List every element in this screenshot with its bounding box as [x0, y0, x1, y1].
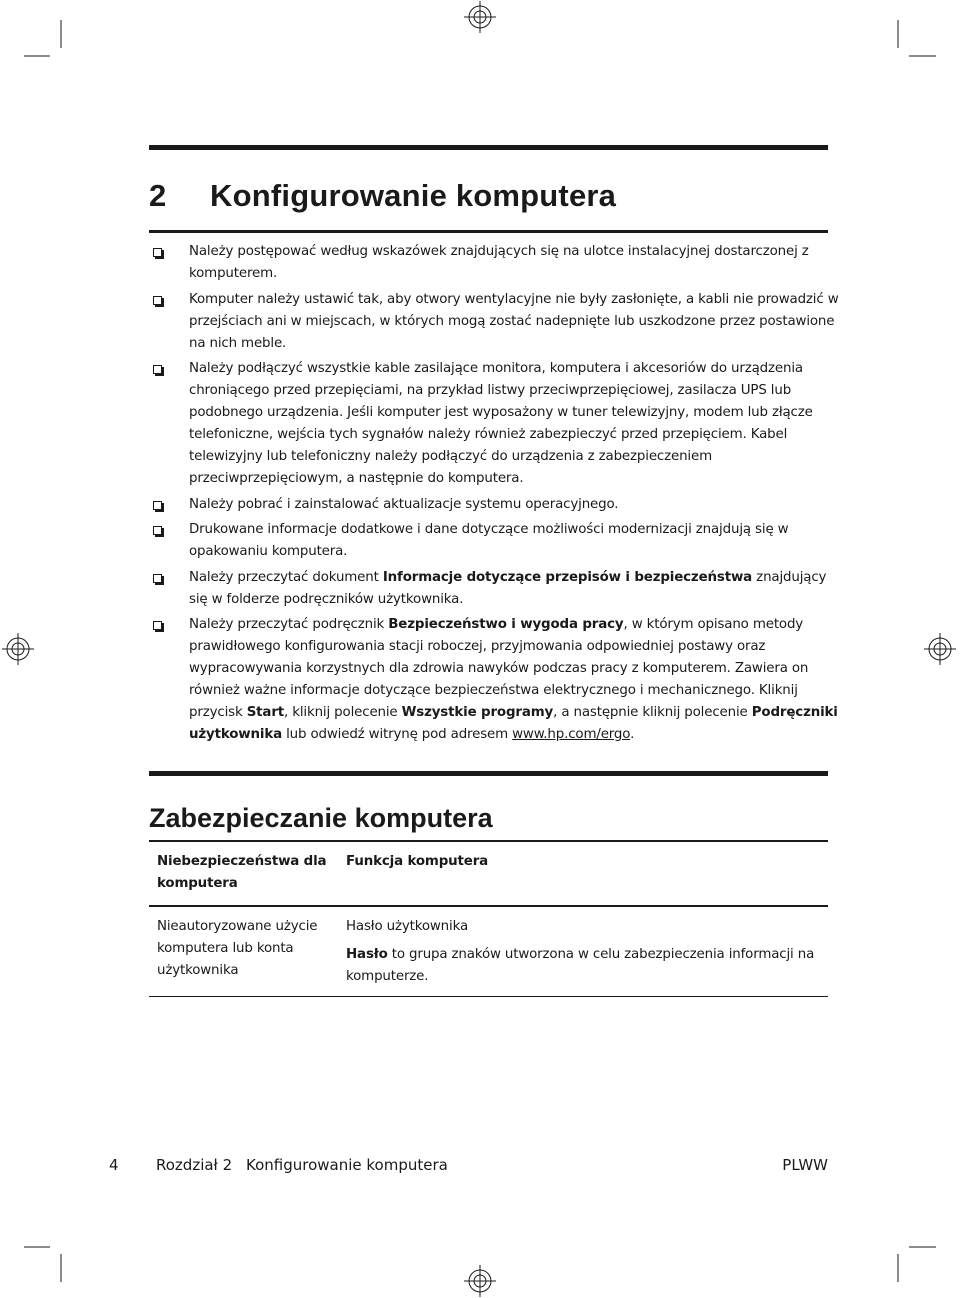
- chapter-title: [149, 174, 616, 218]
- footer-code: PLWW: [782, 1156, 828, 1174]
- all-programs-label: Wszystkie programy: [401, 705, 554, 720]
- feature-description: Hasło to grupa znaków utworzona w celu zabezpieczenia informacji na komputerze.: [346, 947, 815, 984]
- table-header-rule: [149, 905, 828, 907]
- checkbox-bullet-icon: [153, 526, 162, 535]
- table-bottom-rule: [149, 996, 828, 997]
- checkbox-bullet-icon: [153, 365, 162, 374]
- user-guides-label: Podręczniki użytkownika: [189, 705, 838, 742]
- chapter-title-text: Konfigurowanie komputera: [210, 178, 617, 213]
- registration-mark-icon: [464, 1, 496, 33]
- checkbox-bullet-icon: [153, 574, 162, 583]
- feature-name: Hasło użytkownika: [346, 919, 468, 934]
- ergo-link[interactable]: www.hp.com/ergo: [512, 727, 631, 742]
- list-item: Należy podłączyć wszystkie kable zasilające monitora, komputera i akcesoriów do urządzenia chroniącego przed przepięciami, na przykład listwy przeciwprzepięciowej, zasilacza UPS lub podobnego urządzenia. Jeśli komputer jest wyposażony w tuner telewizyjny, modem lub złącze telefoniczne, wejścia tych sygnałów należy również zabezpieczyć przed przepięciem. Kabel telewizyjny lub telefoniczny należy podłączyć do urządzenia z zabezpieczeniem przeciwprzepięciowym, a następnie do komputera.: [149, 358, 839, 490]
- list-item: Należy przeczytać podręcznik Bezpieczeństwo i wygoda pracy, w którym opisano metody prawidłowego konfigurowania stacji roboczej, przyjmowania odpowiedniej postawy oraz wypracowywania korzystnych dla zdrowia nawyków podczas pracy z komputerem. Zawiera on również ważne informacje dotyczące bezpieczeństwa elektrycznego i mechanicznego. Kliknij przycisk Start, kliknij polecenie Wszystkie programy, a następnie kliknij polecenie Podręczniki użytkownika lub odwiedź witrynę pod adresem www.hp.com/ergo.: [149, 614, 839, 746]
- checklist: [149, 241, 839, 750]
- start-label: Start: [246, 705, 285, 720]
- title-rule: [149, 230, 828, 233]
- document-title: Informacje dotyczące przepisów i bezpieczeństwa: [382, 569, 753, 585]
- table-cell-threat: Nieautoryzowane użycie komputera lub konta użytkownika: [157, 919, 318, 978]
- section-rule: [149, 771, 828, 776]
- list-item: Należy postępować według wskazówek znajdujących się na ulotce instalacyjnej dostarczonej z komputerem.: [149, 241, 839, 285]
- checkbox-bullet-icon: [153, 296, 162, 305]
- registration-mark-icon: [464, 1265, 496, 1297]
- registration-mark-icon: [2, 633, 34, 665]
- list-item: Należy pobrać i zainstalować aktualizacje systemu operacyjnego.: [149, 494, 839, 516]
- checkbox-bullet-icon: [153, 621, 162, 630]
- list-item: Komputer należy ustawić tak, aby otwory wentylacyjne nie były zasłonięte, a kabli nie prowadzić w przejściach ani w miejscach, w których mogą zostać nadepnięte lub uszkodzone przez postawione na nich meble.: [149, 289, 839, 355]
- table-cell-feature: [346, 916, 816, 988]
- table-header-feature: Funkcja komputera: [346, 854, 489, 869]
- checkbox-bullet-icon: [153, 248, 162, 257]
- guide-title: Bezpieczeństwo i wygoda pracy: [388, 617, 624, 632]
- page-number: 4: [109, 1156, 119, 1174]
- registration-mark-icon: [924, 633, 956, 665]
- section-title: Zabezpieczanie komputera: [149, 803, 493, 833]
- checkbox-bullet-icon: [153, 501, 162, 510]
- table-header-threats: Niebezpieczeństwa dla komputera: [157, 854, 327, 891]
- table-top-rule: [149, 840, 828, 842]
- footer-chapter-label: Rozdział 2: [156, 1156, 233, 1174]
- footer-chapter-title: Konfigurowanie komputera: [246, 1156, 448, 1174]
- list-item: Należy przeczytać dokument Informacje dotyczące przepisów i bezpieczeństwa znajdujący się w folderze podręczników użytkownika.: [149, 567, 839, 611]
- header-rule: [149, 145, 828, 150]
- chapter-number: 2: [149, 178, 167, 213]
- list-item: Drukowane informacje dodatkowe i dane dotyczące możliwości modernizacji znajdują się w opakowaniu komputera.: [149, 519, 839, 563]
